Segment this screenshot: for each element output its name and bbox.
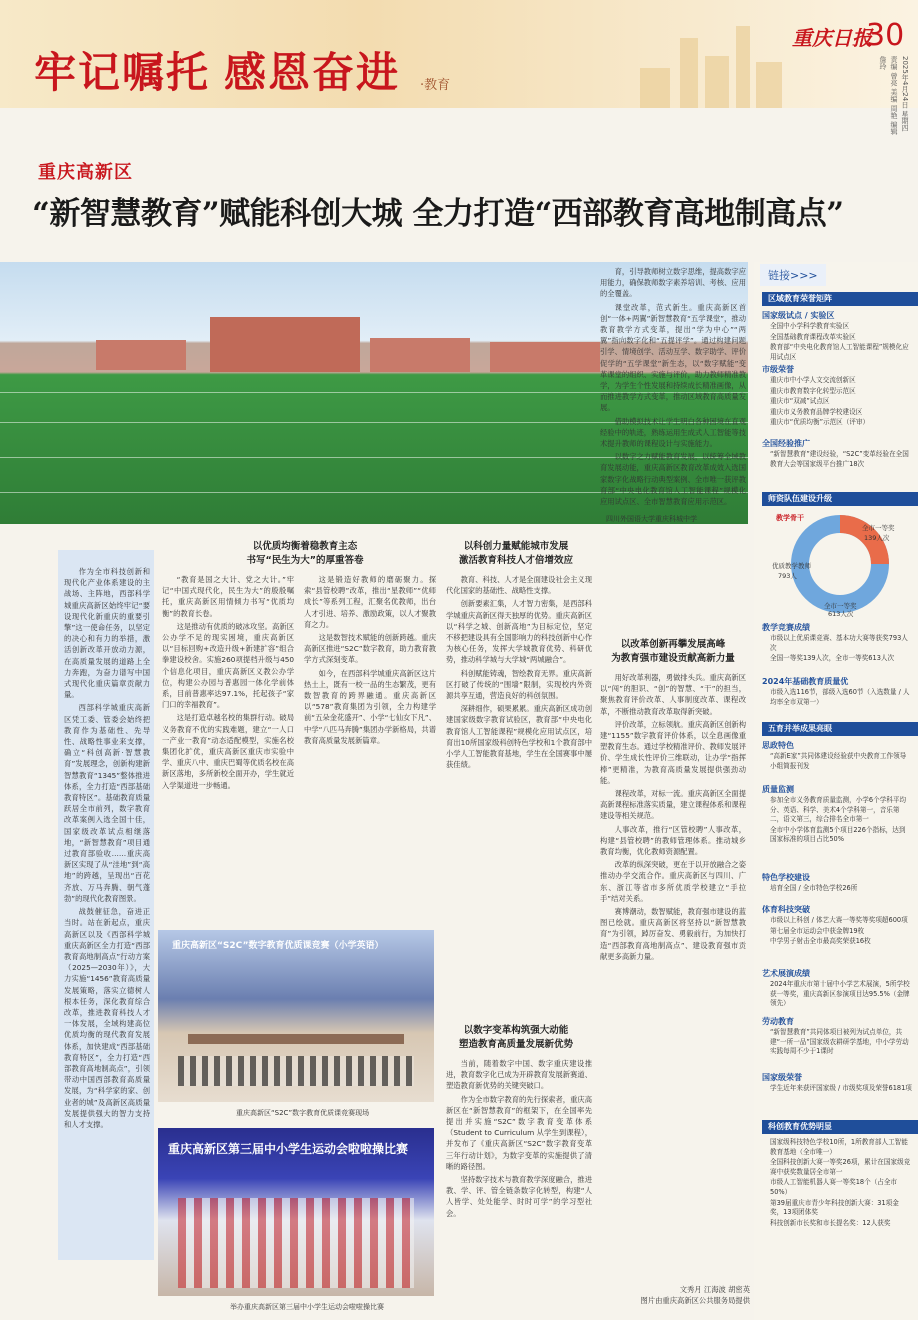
sidebar-list: 市级入选116节，部级入选60节（入选数量 / 人均率全市双第一）	[770, 688, 910, 706]
article-credits: 文秀月 江海波 胡密英 图片由重庆高新区公共服务局提供	[640, 1285, 750, 1305]
sidebar-subhead: 体育科技突破	[762, 905, 810, 914]
photo2-caption: 重庆高新区“S2C”数字教育优质课竞赛现场	[236, 1109, 370, 1117]
sidebar-list: “高新E家”共同体建设经验获中央教育工作领导小组简报刊发	[770, 752, 907, 770]
sidebar-list: 市级以上优质课竞赛、基本功大赛等获奖793人次 全国一等奖139人次，全市一等奖613人次	[770, 634, 908, 663]
page-number: 30	[866, 18, 905, 53]
sidebar-subhead: 劳动教育	[762, 1017, 794, 1026]
subhead-1: 以优质均衡着稳教育主态 书写“民生为大”的厚重答卷	[246, 541, 364, 566]
sidebar-subhead: 思政特色	[762, 741, 794, 750]
photo3-banner: 重庆高新区第三届中小学生运动会啦啦操比赛	[168, 1142, 409, 1156]
sidebar-list: 重庆市中小学人文交流创新区 重庆市教育数字化转型示范区 重庆市“双减”试点区 重庆市义务教育品牌学校建设区 重庆市“优质均衡”示范区（评审）	[770, 376, 870, 427]
skyline-decoration	[736, 26, 750, 108]
sidebar-list: 全国中小学科学教育实验区 全国基础教育课程改革实验区 教育部“中央电化教育馆人工智能课程”规模化应用试点区	[770, 322, 909, 361]
sidebar-link-tab: 链接>>>	[760, 264, 826, 286]
sidebar-subhead: 2024年基础教育质量优	[762, 677, 849, 686]
column-slogan	[34, 40, 400, 100]
sidebar-list: “新智慧教育”共同体项目被列为试点单位，共建“一所一品”国家级农耕研学基地，中小学劳动实践每周不少于1课时	[770, 1028, 909, 1056]
ring-center	[816, 540, 864, 588]
sidebar-list: 市级以上科创 / 体艺大赛一等奖等奖项超600项 第七届全市运动会中获金牌19枚 中学男子射击全市最高奖荣获16枚	[770, 916, 908, 946]
sidebar-subhead: 教学竞赛成绩	[762, 623, 810, 632]
article-column-2: 这是锻造好教师的磨砺聚力。探索“县管校聘”改革，推出“星教师”“优师成长”等系列工程，汇聚名优教师，出台人才引进、培养、激励政策，以人才聚教育之力。 这是数智技术赋能的创新跨越。重庆高新区推进“S2C”数字教育，助力教育教学方式深刻变革。 如今，在西部科学城重庆高新区这片热土上，既有一校一品的生态繁茂，更有数智教育的跨界融通。重庆高新区以“578”教育集团为引领，全力构建学前“五朵金花盛开”、小学“七仙女下凡”、中学“八匹马奔腾”集团办学新格局，共谱教育高质量发展新篇章。	[304, 575, 436, 745]
intro-box	[58, 550, 154, 1260]
main-photo-caption: 四川外国语大学重庆科城中学	[606, 515, 697, 523]
sidebar-subhead: 特色学校建设	[762, 873, 810, 882]
article-column-6: 用好改革利器，勇做排头兵。重庆高新区以“闯”的胆识、“创”的智慧、“干”的担当，聚焦教育评价改革、人事制度改革、课程改革，不断推动教育改革取得新突破。 评价改革，立标领航。重庆高新区创新构建“1155”数字教育评价体系，以全息画像重塑教育生态。通过学校精准评价、教师发展评价、学生成长性评价三维联动，让办学“指挥棒”更精准，为教育高质量发展提供强劲动能。 课程改革，对标一流。重庆高新区全面提高新课程标准落实质量，建立课程体系和课程建设等相关规范。 人事改革，推行“区管校聘”人事改革，构建“县管校聘”的教师管理体系。推动城乡教育均衡，优化教师资源配置。 改革的纵深突破，更在于以开放融合之姿推动办学交流合作。重庆高新区与四川、广东、浙江等省市多所优质学校建立“手拉手”结对关系。 赛博潮动，数智赋能，教育强市建设的蓝图已绘就。重庆高新区将坚持以“新智慧教育”为引领，踔厉奋发、勇毅前行，为加快打造“西部教育高地制高点”、建设教育强市贡献更多高新力量。	[600, 673, 746, 961]
sidebar-section-five-education: 五育并举成果亮眼	[762, 722, 918, 736]
sidebar-subhead: 国家级试点 / 实验区	[762, 311, 835, 320]
skyline-decoration	[705, 56, 729, 108]
article-column-5: 育，引导教师树立数字思维，提高数字应用能力，确保教师数字素养培训、考核、应用的全覆盖。 课堂改革，范式新生。重庆高新区首创“一体+两翼”新智慧教育“五学课堂”，推动教育教学方式变革，提出“学为中心”“两翼”指向数字化和“五提评学”。通过构建问题引学、情境创学、活动互学、数字助学、评价促学的“五学课堂”新生态，以“数字赋能”变革课堂的组织、实施与评价，助力教师精准教学，为学生个性发展和持续成长精准画像，从而推进教学方式变革，推动区域教育高质量发展。 借助模拟技术让学生明白各种困境在直观经验中的轨迹，熟练运用生成式人工智能等技术提升教师的课程设计与实施能力。 以数字之力赋能教育发展，以统筹全域教育发展动能，重庆高新区教育改革成效入选国家数字化战略行动典型案例、全市唯一获评教育部“中央电化教育馆人工智能课程”规模化应用试点区、全市智慧教育应用示范区。	[600, 267, 746, 507]
photo3-caption: 举办重庆高新区第三届中小学生运动会啦啦操比赛	[230, 1303, 384, 1311]
article-headline: “新智慧教育”赋能科创大城 全力打造“西部教育高地制高点”	[32, 196, 844, 232]
ring-label-d: 全市一等奖	[824, 602, 857, 610]
sidebar-list: 培育全国 / 全市特色学校26所	[770, 884, 858, 892]
sidebar-list: 国家级科技特色学校10所，1所教育部人工智能教育基地（全市唯一） 全国科技创新大赛一等奖26项，累计在国家级竞赛中获奖数量居全市第一 市级人工智能机器人赛一等奖18个（占全市50%） 第39届重庆市青少年科技创新大赛：31项金奖，13项团体奖 科技创新市长奖和市长提名奖：12人获奖	[770, 1138, 911, 1227]
sidebar-subhead: 质量监测	[762, 785, 794, 794]
article-column-1: “教育是国之大计、党之大计。”牢记“中国式现代化，民生为大”的殷殷嘱托，重庆高新区用情倾力书写“优质均衡”的教育长卷。 这是推动有优质的破冰攻坚。高新区公办学不足的现实困境，重庆高新区以“目标回购+改造升级+新建扩容”组合拳建设校舍。实施260项提档升级与450个信息化项目，重庆高新区义教公办学位，构建公办园与普惠园一体化学前体系，目前普惠率达97.1%，托起孩子“家门口的幸福教育”。 这是打造卓越名校的集群行动。破局义务教育不优的实践难题，建立“一人口一产业一教育”动态适配模型，实施名校集团化扩优，重庆高新区重庆市实验中学、重庆八中、重庆巴蜀等优质名校在高新区落地，多所新校全面开办，学生就近入学渠道进一步畅通。	[162, 575, 294, 790]
ring-label-a: 教学骨干	[776, 514, 804, 522]
subhead-4: 以改革创新再攀发展高峰 为教育强市建设贡献高新力量	[611, 639, 735, 664]
sidebar-list: “新智慧教育”建设经验，“S2C”变革经验在全国教育大会等国家级平台推广18次	[770, 450, 909, 468]
ring-value-b: 793人	[778, 572, 797, 580]
photo2-banner: 重庆高新区“S2C”数字教育优质课竞赛（小学英语）	[172, 941, 384, 951]
skyline-decoration	[756, 62, 782, 108]
section-tag: ·教育	[420, 78, 451, 93]
sidebar-list: 2024年重庆市第十届中小学艺术展演，5所学校获一等奖，重庆高新区参演项目达95.5%（金牌领先）	[770, 980, 910, 1008]
sidebar-list: 参加全市义务教育质量监测，小学6个学科平均分、英语、科学、美术4个学科第一，音乐第二，语文第三，综合排名全市第一 全市中小学体育监测5个项目226个指标，达到国家标准的项目占比50%	[770, 796, 907, 844]
teacher-ring-chart	[770, 508, 910, 618]
ring-value-d: 613人次	[828, 610, 854, 618]
ring-label-b: 优质教学教师	[772, 562, 811, 570]
date-and-editors: 2025年4月24日 星期四 责编 曾亮 美编 周艳 编辑 詹玲	[879, 56, 909, 135]
skyline-decoration	[640, 68, 670, 108]
sidebar-section-honors: 区域教育荣誉矩阵	[762, 292, 918, 306]
article-column-4: 当前，随着数字中国、数字重庆建设推进，教育数字化已成为开辟教育发展新赛道、塑造教育新优势的关键突破口。 作为全市数字教育的先行探索者，重庆高新区在“新智慧教育”的框架下，在全国率先提出并实施“S2C”数字教育变革体系（Student to Curriculum 从学生到课程），并发布了《重庆高新区“S2C”数字教育变革三年行动计划》，为数字变革的实施提供了清晰的路径图。 坚持数字技术与教育教学深度融合，推进教、学、评、管全链条数字化转型，构建“人人皆学、处处能学、时时可学”的学习型社会。	[446, 1059, 592, 1218]
sidebar-list: 学生近年来获评国家级 / 市级奖项及荣誉6181项	[770, 1084, 912, 1092]
intro-text: 作为全市科技创新和现代化产业体系建设的主战场、主阵地，西部科学城重庆高新区始终牢记“要设现代化新重庆的重要引擎”这一使命任务，以坚定的决心和有力的举措，激活创新改革开放动力源，在高质量发展的道路上全力奔跑，为奋力谱写中国式现代化重庆篇章贡献力量。 西部科学城重庆高新区凭工委、管委会始终把教育作为基础性、先导性、战略性事业来支撑，确立“科创高新·智慧教育”发展理念，创新构建新智慧教育“1345”整体推进体系，全力打造“西部基础教育特区”。基础教育质量跃居全市前列，数字教育改革案例入选全国十佳，国家级改革试点相继落地，“新智慧教育”项目通过教育部验收……重庆高新区实现了从“洼地”到“高地”的跨越，呈现出“百花齐放、万马奔腾、朝气蓬勃”的现代化教育图景。 战鼓催征急，奋进正当时。站在新起点，重庆高新区以及《西部科学城重庆高新区全力打造“西部教育高地制高点”行动方案（2025—2030年）》，大力实施“1456”教育高质量发展策略，落实立德树人根本任务，深化教育综合改革，推进教育科技人才一体发展，全域构建高位优质均衡的现代教育发展体系，加快建成“西部基础教育特区”，全力打造“西部教育高地制高点”，引领带动中国西部教育高质量发展，为“科学家的家、创业者的城”及高新区高质量发展提供强大的智力支持和人才支撑。	[64, 567, 150, 1129]
slogan-part-1: 牢记嘱托	[34, 48, 211, 97]
photo-cheer-competition	[158, 1128, 434, 1296]
sidebar-subhead: 市级荣誉	[762, 365, 794, 374]
sidebar-subhead: 艺术展演成绩	[762, 969, 810, 978]
ring-label-c: 全市一等奖	[862, 524, 895, 532]
sidebar-section-tech: 科创教育优势明显	[762, 1120, 918, 1134]
subhead-2: 以科创力量赋能城市发展 激活教育科技人才倍增效应	[458, 541, 573, 566]
slogan-part-2: 感恩奋进	[224, 48, 401, 97]
newspaper-brand: 重庆日报	[792, 26, 872, 50]
sidebar-subhead: 全国经验推广	[762, 439, 810, 448]
skyline-decoration	[680, 38, 698, 108]
article-kicker: 重庆高新区	[38, 162, 133, 183]
sidebar-subhead: 国家级荣誉	[762, 1073, 802, 1082]
photo-s2c-contest	[158, 930, 434, 1102]
sidebar-section-teachers: 师资队伍建设升级	[762, 492, 918, 506]
subhead-3: 以数字变革构筑强大动能 塑造教育高质量发展新优势	[458, 1025, 573, 1050]
ring-value-c: 139人次	[864, 534, 890, 542]
article-column-3: 教育、科技、人才是全面建设社会主义现代化国家的基础性、战略性支撑。 创新要素汇集，人才智力密集，是西部科学城重庆高新区得天独厚的优势。重庆高新区以“科学之城、创新高地”为目标定位，坚定不移把建设具有全国影响力的科技创新中心作为核心任务，发挥大学城教育优势、科研优势，推动科学城与大学城“两城融合”。 科创赋能铸魂，智绘教育无界。重庆高新区打破了传统的“围墙”限制，实现校内外资源共享互通，营造良好的科创氛围。 深耕细作，硕果累累。重庆高新区成功创建国家级数字教育试验区，教育部“中央电化教育馆人工智能课程”规模化应用试点区，培育出10所国家级科创特色学校和1个教育部中小学人工智能教育基地，学生在全国赛事中屡获佳绩。	[446, 575, 592, 770]
